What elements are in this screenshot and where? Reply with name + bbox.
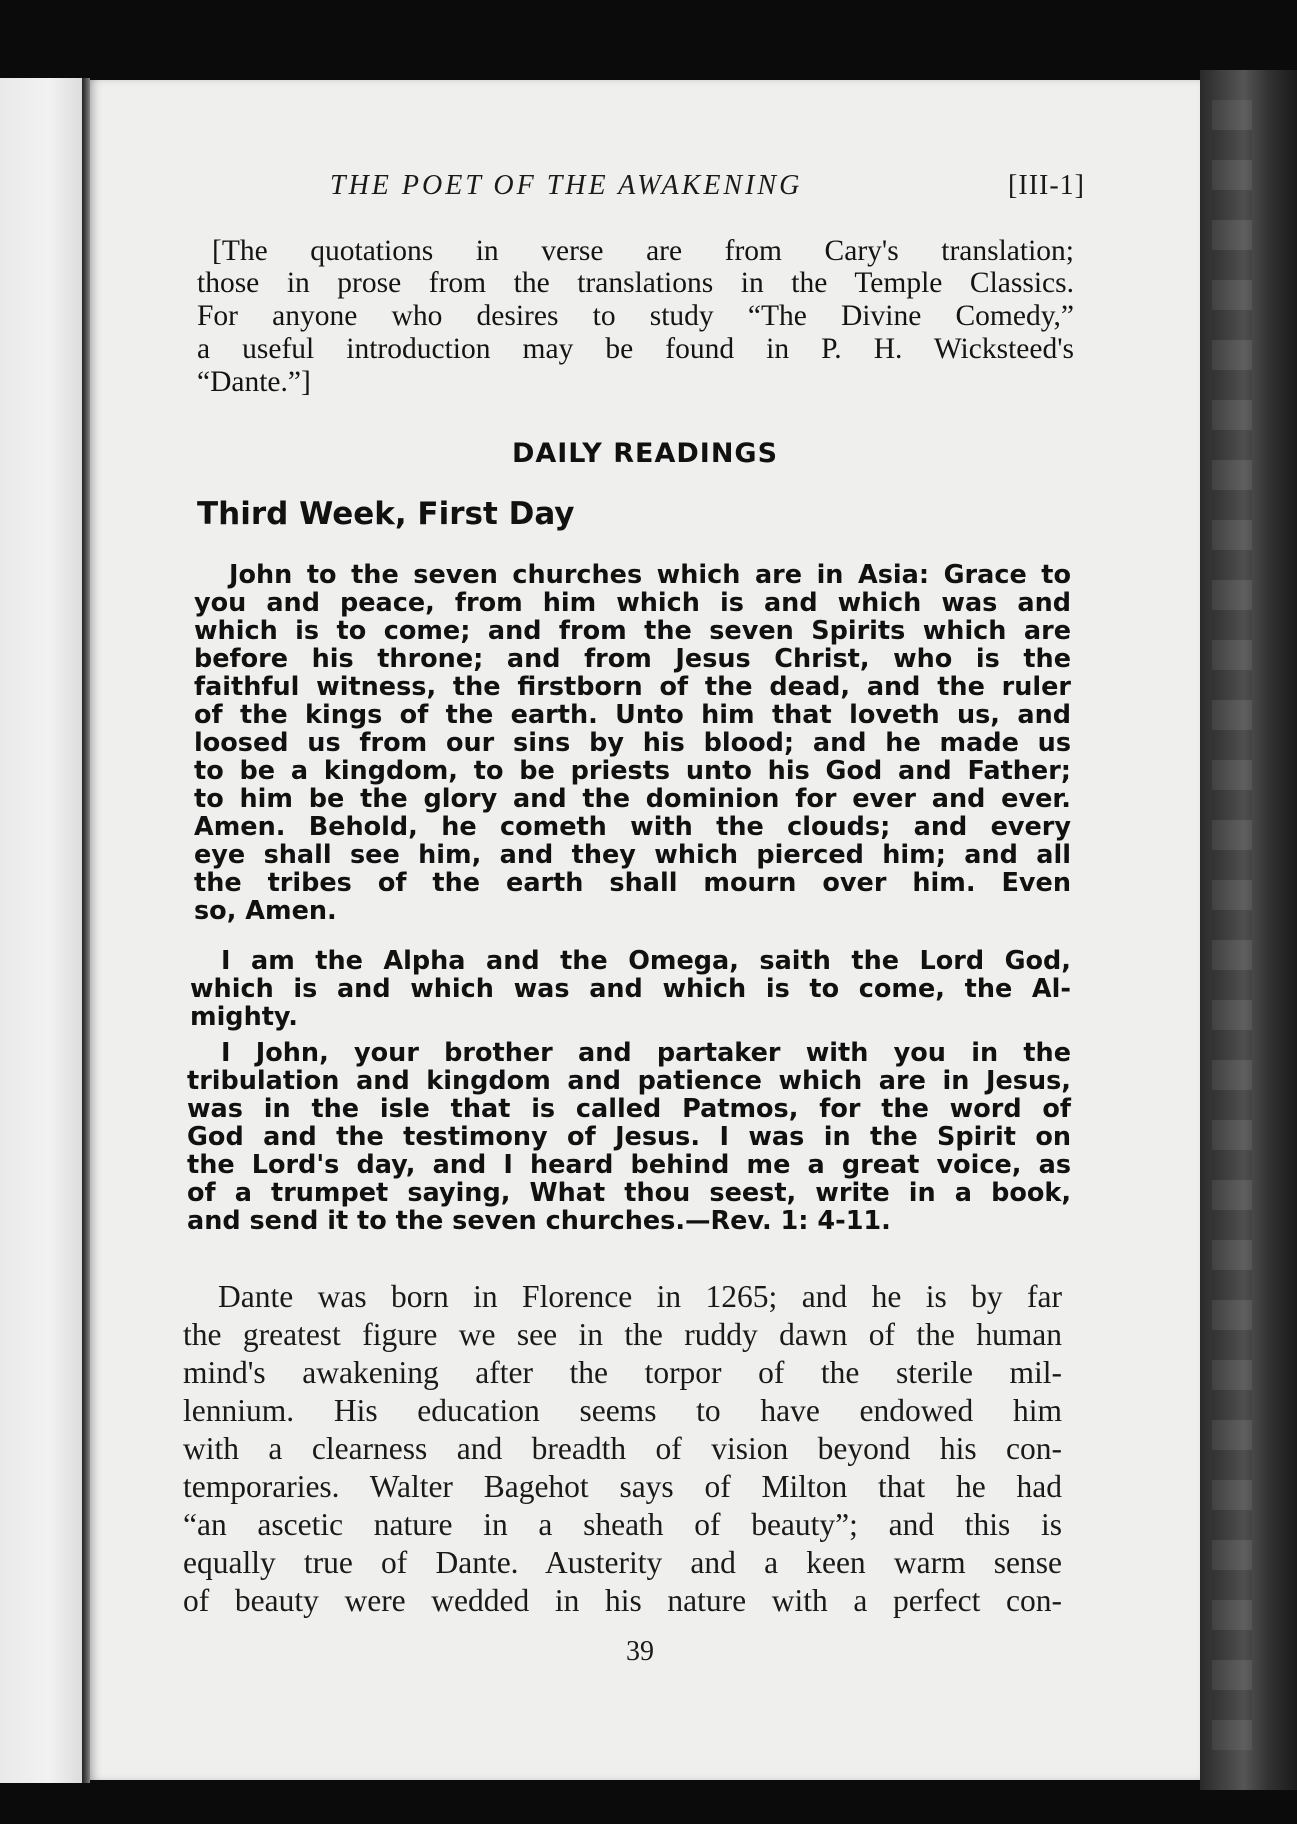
- body-line: equally true of Dante. Austerity and a keen warm sense: [183, 1545, 1062, 1580]
- intro-line: For anyone who desires to study “The Divine Comedy,”: [197, 300, 1074, 332]
- reading-line: of the kings of the earth. Unto him that loveth us, and: [194, 700, 1071, 730]
- reading-line: Amen. Behold, he cometh with the clouds; and every: [194, 812, 1071, 842]
- reading-line: the tribes of the earth shall mourn over him. Even: [194, 868, 1071, 898]
- body-line: of beauty were wedded in his nature with a perfect con-: [183, 1583, 1062, 1618]
- reading-line: tribulation and kingdom and patience which are in Jesus,: [187, 1066, 1071, 1096]
- body-line: “an ascetic nature in a sheath of beauty”; and this is: [183, 1507, 1062, 1542]
- intro-line: those in prose from the translations in the Temple Classics.: [197, 267, 1074, 299]
- intro-line: “Dante.”]: [197, 366, 311, 398]
- running-head-section: [III-1]: [1008, 170, 1085, 201]
- reading-line: faithful witness, the firstborn of the dead, and the ruler: [194, 672, 1071, 702]
- reading-line: the Lord's day, and I heard behind me a great voice, as: [187, 1150, 1071, 1180]
- page-gutter: [82, 78, 90, 1783]
- running-head-title: THE POET OF THE AWAKENING: [330, 170, 803, 201]
- body-line: the greatest figure we see in the ruddy dawn of the human: [183, 1317, 1062, 1352]
- page-number: 39: [626, 1636, 654, 1667]
- reading-line: mighty.: [190, 1002, 298, 1032]
- facing-page-margin: [0, 78, 82, 1783]
- body-line: mind's awakening after the torpor of the sterile mil-: [183, 1355, 1062, 1390]
- reading-line: you and peace, from him which is and which was and: [194, 588, 1071, 618]
- running-head: [330, 170, 1085, 202]
- section-heading: DAILY READINGS: [511, 438, 779, 469]
- reading-line: before his throne; and from Jesus Christ, who is the: [194, 644, 1071, 674]
- intro-line: [The quotations in verse are from Cary's translation;: [212, 235, 1074, 267]
- reading-line: I am the Alpha and the Omega, saith the Lord God,: [221, 946, 1071, 976]
- reading-line: of a trumpet saying, What thou seest, write in a book,: [187, 1178, 1071, 1208]
- reading-line: loosed us from our sins by his blood; and he made us: [194, 728, 1071, 758]
- reading-line: and send it to the seven churches.—Rev. 1: 4-11.: [187, 1206, 891, 1236]
- body-line: lennium. His education seems to have endowed him: [183, 1393, 1062, 1428]
- reading-line: John to the seven churches which are in Asia: Grace to: [229, 560, 1071, 590]
- body-line: with a clearness and breadth of vision beyond his con-: [183, 1431, 1062, 1466]
- reading-line: God and the testimony of Jesus. I was in the Spirit on: [187, 1122, 1071, 1152]
- reading-line: so, Amen.: [194, 896, 337, 926]
- reading-line: I John, your brother and partaker with you in the: [221, 1038, 1071, 1068]
- body-line: Dante was born in Florence in 1265; and he is by far: [218, 1279, 1062, 1314]
- reading-line: to him be the glory and the dominion for ever and ever.: [194, 784, 1071, 814]
- reading-line: was in the isle that is called Patmos, for the word of: [187, 1094, 1071, 1124]
- book-edge-texture: [1212, 100, 1252, 1750]
- reading-line: to be a kingdom, to be priests unto his God and Father;: [194, 756, 1071, 786]
- intro-line: a useful introduction may be found in P. H. Wicksteed's: [197, 333, 1074, 365]
- reading-line: eye shall see him, and they which pierced him; and all: [194, 840, 1071, 870]
- reading-line: which is and which was and which is to come, the Al-: [190, 974, 1071, 1004]
- reading-line: which is to come; and from the seven Spirits which are: [194, 616, 1071, 646]
- body-line: temporaries. Walter Bagehot says of Milton that he had: [183, 1469, 1062, 1504]
- reading-title: Third Week, First Day: [197, 496, 575, 532]
